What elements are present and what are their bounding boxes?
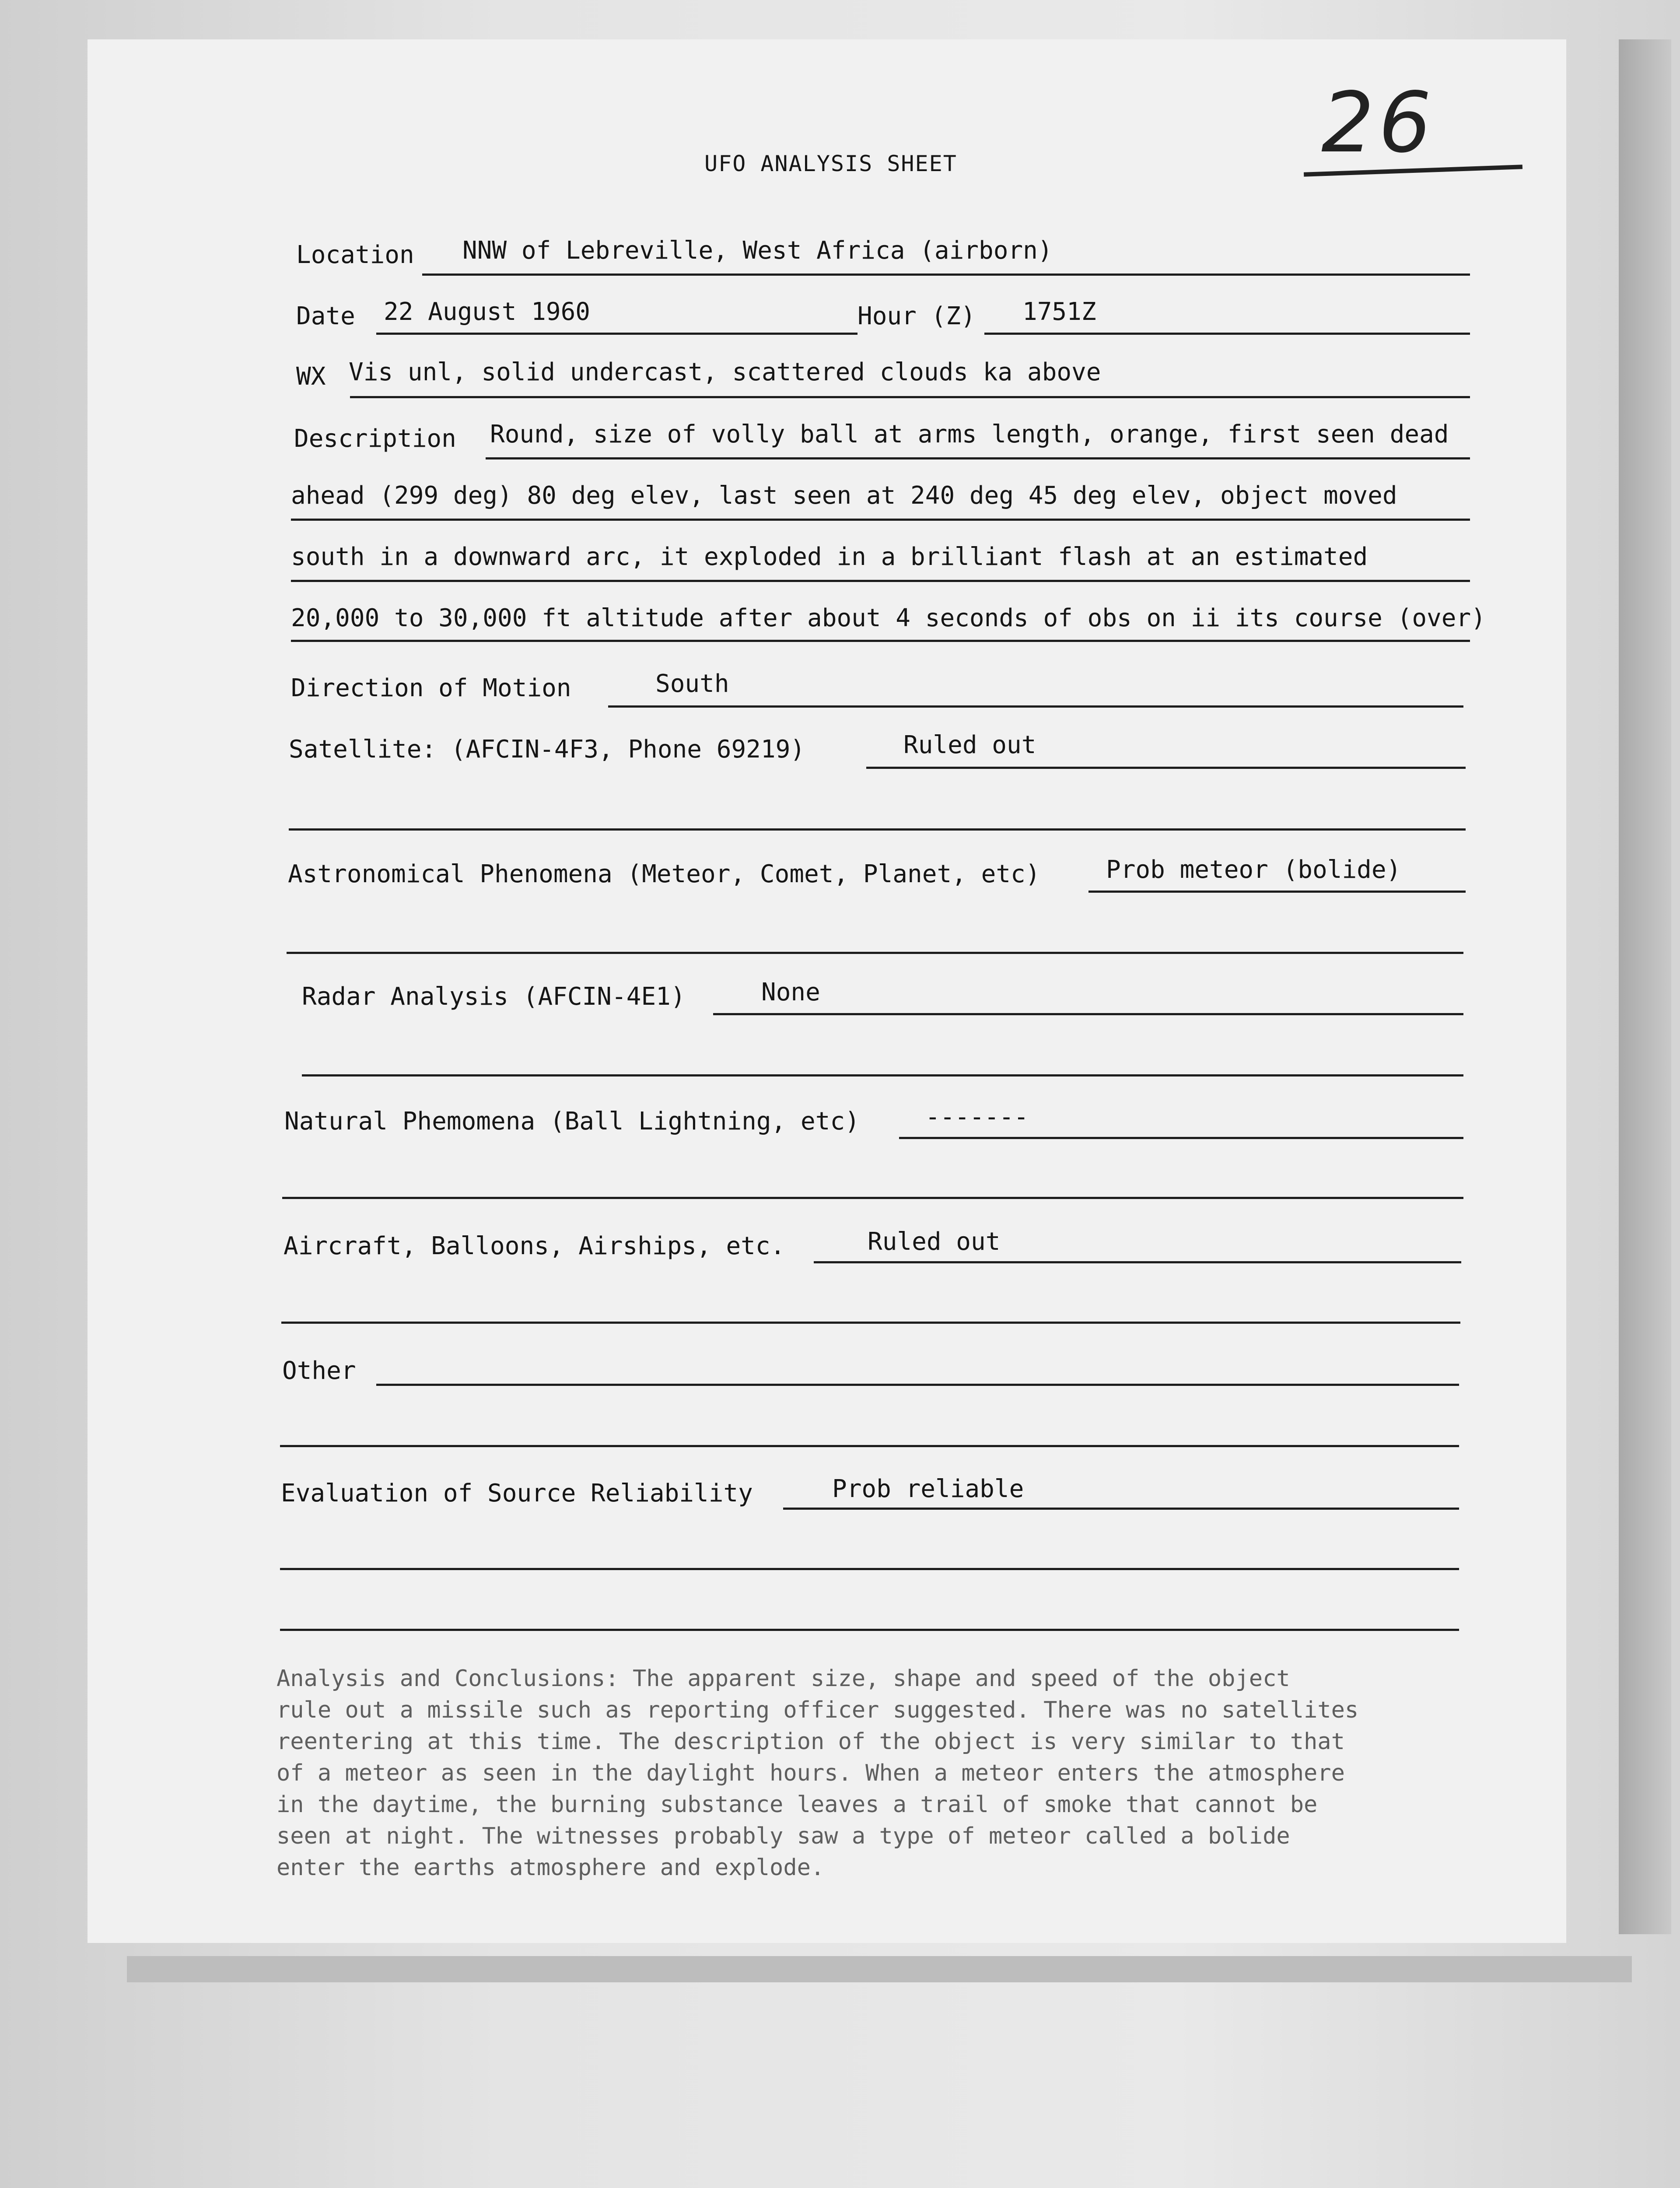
direction-value: South	[655, 670, 729, 698]
wx-value: Vis unl, solid undercast, scattered clouds ka above	[349, 358, 1101, 386]
analysis-line: rule out a missile such as reporting officer suggested. There was no satellites	[276, 1697, 1359, 1723]
analysis-line: of a meteor as seen in the daylight hours. When a meteor enters the atmosphere	[276, 1760, 1345, 1786]
radar-rule-extra	[302, 1074, 1463, 1076]
hour-value: 1751Z	[1022, 298, 1096, 326]
hour-label: Hour (Z)	[858, 302, 976, 330]
aircraft-value: Ruled out	[868, 1227, 1001, 1256]
evaluation-value: Prob reliable	[832, 1475, 1024, 1503]
evaluation-rule-extra-1	[280, 1568, 1459, 1570]
aircraft-rule	[814, 1261, 1461, 1263]
analysis-conclusions	[276, 1663, 1545, 1883]
date-label: Date	[296, 302, 355, 330]
astronomical-label: Astronomical Phenomena (Meteor, Comet, Planet, etc)	[288, 860, 1040, 888]
astronomical-rule	[1088, 891, 1466, 893]
wx-rule	[350, 396, 1470, 398]
astronomical-value: Prob meteor (bolide)	[1106, 856, 1401, 884]
analysis-line: in the daytime, the burning substance leaves a trail of smoke that cannot be	[276, 1792, 1318, 1818]
page-number: 26	[1321, 74, 1436, 171]
evaluation-rule-extra-2	[280, 1629, 1459, 1631]
satellite-value: Ruled out	[903, 731, 1036, 759]
wx-label: WX	[296, 362, 326, 391]
radar-label: Radar Analysis (AFCIN-4E1)	[302, 982, 686, 1011]
astronomical-rule-extra	[287, 952, 1463, 954]
date-rule	[376, 333, 858, 335]
aircraft-label: Aircraft, Balloons, Airships, etc.	[284, 1232, 785, 1260]
other-rule	[376, 1384, 1459, 1386]
direction-label: Direction of Motion	[291, 674, 571, 702]
natural-rule	[899, 1137, 1463, 1139]
description-line-4: 20,000 to 30,000 ft altitude after about 4 seconds of obs on ii its course (over)	[291, 604, 1486, 632]
description-rule-1	[486, 457, 1470, 459]
sheet-title: UFO ANALYSIS SHEET	[704, 151, 957, 176]
other-label: Other	[282, 1357, 356, 1385]
description-line-2: ahead (299 deg) 80 deg elev, last seen at 240 deg 45 deg elev, object moved	[291, 481, 1397, 510]
other-rule-extra	[280, 1445, 1459, 1447]
description-rule-4	[291, 640, 1470, 642]
location-rule	[422, 274, 1470, 276]
analysis-line: enter the earths atmosphere and explode.	[276, 1855, 825, 1881]
natural-label: Natural Phemomena (Ball Lightning, etc)	[284, 1107, 860, 1136]
natural-value: -------	[925, 1103, 1029, 1131]
analysis-line: seen at night. The witnesses probably saw a type of meteor called a bolide	[276, 1823, 1290, 1849]
scan-shadow-bottom	[127, 1956, 1632, 1982]
radar-rule	[713, 1013, 1463, 1015]
description-label: Description	[294, 424, 456, 453]
date-value: 22 August 1960	[384, 298, 591, 326]
aircraft-rule-extra	[281, 1322, 1460, 1324]
description-line-1: Round, size of volly ball at arms length, orange, first seen dead	[490, 420, 1449, 449]
description-line-3: south in a downward arc, it exploded in a brilliant flash at an estimated	[291, 543, 1368, 571]
location-label: Location	[296, 241, 414, 269]
scan-shadow-right	[1619, 39, 1671, 1934]
direction-rule	[608, 705, 1463, 708]
natural-rule-extra	[282, 1197, 1463, 1199]
radar-value: None	[761, 978, 820, 1006]
analysis-line: Analysis and Conclusions: The apparent size, shape and speed of the object	[276, 1666, 1290, 1692]
evaluation-label: Evaluation of Source Reliability	[281, 1479, 753, 1508]
description-rule-2	[291, 519, 1470, 521]
analysis-line: reentering at this time. The description of the object is very similar to that	[276, 1729, 1345, 1755]
satellite-rule-extra	[289, 828, 1466, 831]
satellite-rule	[866, 767, 1466, 769]
description-rule-3	[291, 580, 1470, 582]
satellite-label: Satellite: (AFCIN-4F3, Phone 69219)	[289, 735, 805, 764]
location-value: NNW of Lebreville, West Africa (airborn)	[462, 236, 1053, 265]
evaluation-rule	[783, 1508, 1459, 1510]
hour-rule	[984, 333, 1470, 335]
